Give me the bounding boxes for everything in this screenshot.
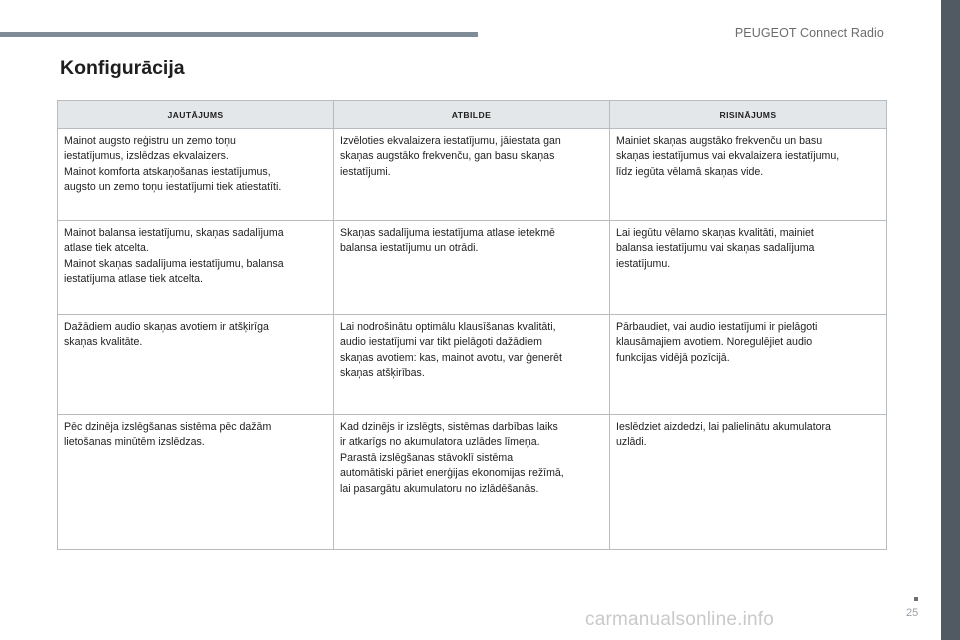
column-header-answer: ATBILDE (334, 101, 610, 129)
cell-line: Dažādiem audio skaņas avotiem ir atšķirīga (64, 321, 269, 333)
watermark: carmanualsonline.info (585, 609, 775, 630)
cell-line: atlase tiek atcelta. (64, 242, 149, 255)
cell-line: Ieslēdziet aizdedzi, lai palielinātu akumulatora (616, 421, 831, 433)
cell-line: lietošanas minūtēm izslēdzas. (64, 436, 205, 449)
cell-line: balansa iestatījumu vai skaņas sadalījuma (616, 242, 815, 255)
cell-solution (610, 415, 887, 550)
cell-line: Mainot komforta atskaņošanas iestatījumus, (64, 165, 271, 178)
page-number: 25 (906, 607, 919, 619)
cell-line: Pārbaudiet, vai audio iestatījumi ir pielāgoti (616, 321, 818, 333)
cell-line: Kad dzinējs ir izslēgts, sistēmas darbības laiks (340, 421, 558, 433)
cell-line: Izvēloties ekvalaizera iestatījumu, jāiestata gan (340, 135, 561, 147)
cell-line: skaņas iestatījumus vai ekvalaizera iestatījumu, (616, 150, 840, 163)
cell-line: augsto un zemo toņu iestatījumi tiek atiestatīti. (64, 181, 282, 194)
cell-solution (610, 129, 887, 221)
cell-line: Parastā izslēgšanas stāvoklī sistēma (340, 451, 514, 464)
cell-line: Mainiet skaņas augstāko frekvenču un basu (616, 135, 823, 147)
cell-solution (610, 221, 887, 315)
cell-line: skaņas kvalitāte. (64, 336, 143, 349)
cell-question (58, 129, 334, 221)
troubleshooting-table (57, 100, 887, 550)
side-tab-bar (941, 0, 960, 640)
page-title: Konfigurācija (60, 57, 185, 79)
cell-line: audio iestatījumi var tikt pielāgoti dažādiem (340, 336, 542, 349)
cell-line: iestatījumu. (616, 257, 671, 270)
cell-line: automātiski pāriet enerģijas ekonomijas režīmā, (340, 467, 564, 480)
cell-line: uzlādi. (616, 436, 647, 449)
cell-line: Skaņas sadalījuma iestatījuma atlase ietekmē (340, 227, 555, 239)
cell-line: Mainot augsto reģistru un zemo toņu (64, 135, 236, 147)
cell-line: balansa iestatījumu un otrādi. (340, 242, 479, 255)
table-header-row (58, 101, 887, 129)
cell-line: Lai nodrošinātu optimālu klausīšanas kvalitāti, (340, 321, 556, 333)
cell-solution (610, 315, 887, 415)
cell-line: līdz iegūta vēlamā skaņas vide. (616, 165, 764, 178)
table-row (58, 415, 887, 550)
cell-line: skaņas augstāko frekvenču, gan basu skaņas (340, 150, 555, 163)
cell-question (58, 415, 334, 550)
cell-line: iestatījuma atlase tiek atcelta. (64, 273, 203, 286)
cell-question (58, 315, 334, 415)
page-bullet (914, 597, 918, 601)
cell-line: skaņas avotiem: kas, mainot avotu, var ģenerēt (340, 351, 562, 364)
cell-answer (334, 129, 610, 221)
cell-line: lai pasargātu akumulatoru no izlādēšanās. (340, 482, 539, 495)
cell-line: funkcijas vidējā pozīcijā. (616, 351, 730, 364)
column-header-question: JAUTĀJUMS (58, 101, 334, 129)
cell-question (58, 221, 334, 315)
table-row (58, 315, 887, 415)
cell-line: iestatījumus, izslēdzas ekvalaizers. (64, 150, 229, 163)
cell-line: iestatījumi. (340, 165, 391, 178)
running-header: PEUGEOT Connect Radio (734, 26, 884, 40)
cell-line: Lai iegūtu vēlamo skaņas kvalitāti, mainiet (616, 227, 814, 239)
cell-line: Mainot balansa iestatījumu, skaņas sadalījuma (64, 227, 284, 239)
cell-line: Mainot skaņas sadalījuma iestatījumu, balansa (64, 257, 284, 270)
cell-line: skaņas atšķirības. (340, 367, 425, 380)
header-rule (0, 32, 478, 37)
column-header-solution: RISINĀJUMS (610, 101, 887, 129)
cell-line: ir atkarīgs no akumulatora uzlādes līmeņa. (340, 436, 540, 449)
cell-line: Pēc dzinēja izslēgšanas sistēma pēc dažām (64, 421, 272, 433)
cell-line: klausāmajiem avotiem. Noregulējiet audio (616, 336, 813, 349)
table-row (58, 129, 887, 221)
cell-answer (334, 415, 610, 550)
cell-answer (334, 221, 610, 315)
cell-answer (334, 315, 610, 415)
table-row (58, 221, 887, 315)
